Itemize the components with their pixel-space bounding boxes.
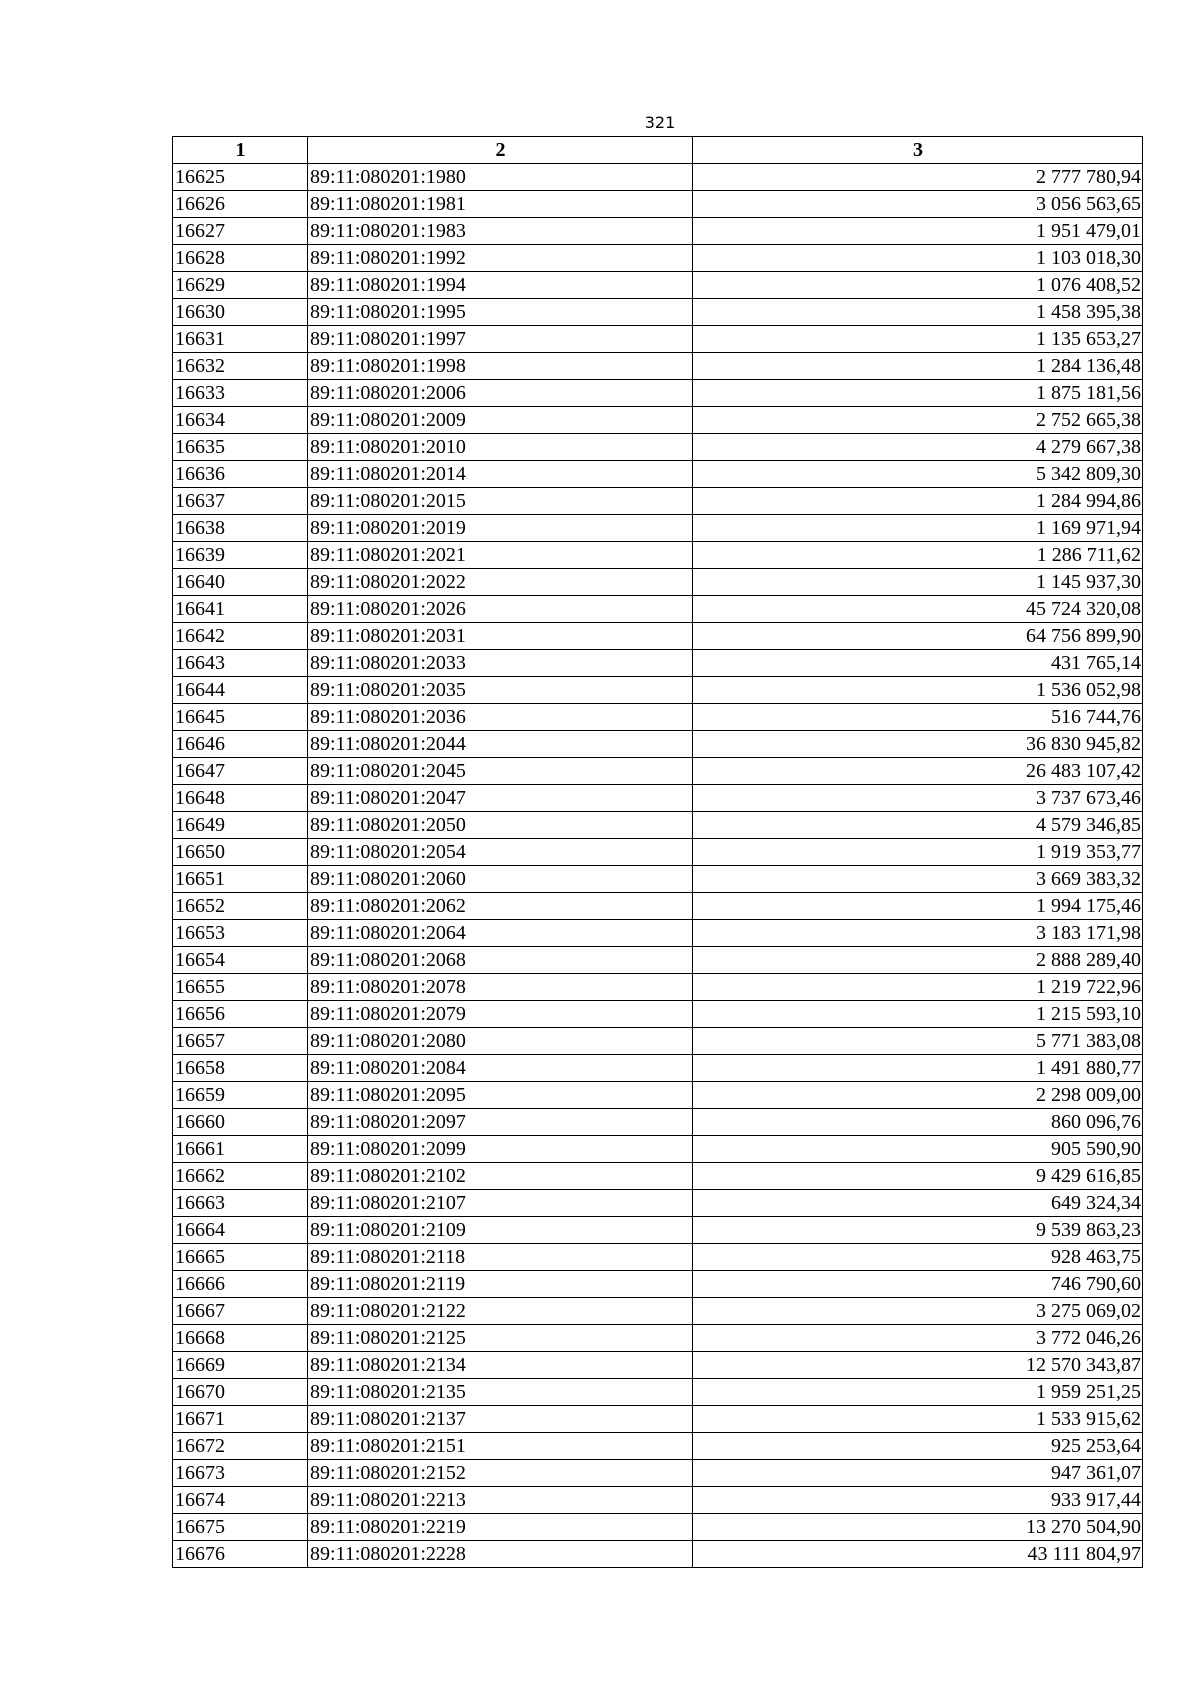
cadastral-value-cell: 3 056 563,65 [693,191,1143,218]
row-index-cell: 16654 [173,947,308,974]
row-index-cell: 16629 [173,272,308,299]
table-row [173,1406,1143,1433]
table-row [173,1190,1143,1217]
cadastral-value-cell: 1 284 136,48 [693,353,1143,380]
cadastral-value-cell: 905 590,90 [693,1136,1143,1163]
cadastral-value-cell: 1 959 251,25 [693,1379,1143,1406]
cadastral-number-cell: 89:11:080201:2119 [308,1271,693,1298]
table-row [173,407,1143,434]
cadastral-number-cell: 89:11:080201:2228 [308,1541,693,1568]
table-row [173,1298,1143,1325]
cadastral-number-cell: 89:11:080201:2014 [308,461,693,488]
row-index-cell: 16658 [173,1055,308,1082]
cadastral-value-cell: 2 298 009,00 [693,1082,1143,1109]
table-row [173,353,1143,380]
cadastral-value-cell: 45 724 320,08 [693,596,1143,623]
page-number: 321 [644,113,676,132]
row-index-cell: 16676 [173,1541,308,1568]
column-header-index: 1 [173,137,308,164]
cadastral-number-cell: 89:11:080201:2102 [308,1163,693,1190]
row-index-cell: 16663 [173,1190,308,1217]
row-index-cell: 16661 [173,1136,308,1163]
table-row [173,650,1143,677]
cadastral-value-cell: 3 669 383,32 [693,866,1143,893]
cadastral-value-cell: 9 539 863,23 [693,1217,1143,1244]
row-index-cell: 16634 [173,407,308,434]
table-row [173,1271,1143,1298]
row-index-cell: 16664 [173,1217,308,1244]
table-row [173,1514,1143,1541]
cadastral-value-cell: 1 219 722,96 [693,974,1143,1001]
cadastral-number-cell: 89:11:080201:2026 [308,596,693,623]
cadastral-value-cell: 1 076 408,52 [693,272,1143,299]
table-header-row [173,137,1143,164]
cadastral-number-cell: 89:11:080201:2134 [308,1352,693,1379]
row-index-cell: 16635 [173,434,308,461]
row-index-cell: 16636 [173,461,308,488]
table-row [173,731,1143,758]
cadastral-number-cell: 89:11:080201:2045 [308,758,693,785]
table-row [173,1244,1143,1271]
table-row [173,299,1143,326]
row-index-cell: 16662 [173,1163,308,1190]
table-row [173,326,1143,353]
cadastral-value-cell: 3 737 673,46 [693,785,1143,812]
cadastral-value-cell: 5 771 383,08 [693,1028,1143,1055]
table-row [173,623,1143,650]
cadastral-value-cell: 925 253,64 [693,1433,1143,1460]
row-index-cell: 16665 [173,1244,308,1271]
table-row [173,164,1143,191]
row-index-cell: 16650 [173,839,308,866]
cadastral-number-cell: 89:11:080201:2062 [308,893,693,920]
cadastral-value-cell: 1 875 181,56 [693,380,1143,407]
row-index-cell: 16639 [173,542,308,569]
row-index-cell: 16633 [173,380,308,407]
table-row [173,272,1143,299]
row-index-cell: 16672 [173,1433,308,1460]
row-index-cell: 16652 [173,893,308,920]
cadastral-number-cell: 89:11:080201:2078 [308,974,693,1001]
cadastral-value-cell: 2 888 289,40 [693,947,1143,974]
cadastral-value-cell: 1 169 971,94 [693,515,1143,542]
row-index-cell: 16632 [173,353,308,380]
cadastral-value-cell: 26 483 107,42 [693,758,1143,785]
cadastral-number-cell: 89:11:080201:2010 [308,434,693,461]
table-row [173,1055,1143,1082]
cadastral-value-cell: 1 215 593,10 [693,1001,1143,1028]
row-index-cell: 16656 [173,1001,308,1028]
row-index-cell: 16646 [173,731,308,758]
row-index-cell: 16653 [173,920,308,947]
table-row [173,947,1143,974]
cadastral-value-cell: 12 570 343,87 [693,1352,1143,1379]
cadastral-value-cell: 3 183 171,98 [693,920,1143,947]
cadastral-number-cell: 89:11:080201:2107 [308,1190,693,1217]
table-row [173,1163,1143,1190]
cadastral-number-cell: 89:11:080201:2036 [308,704,693,731]
cadastral-value-cell: 4 579 346,85 [693,812,1143,839]
table-row [173,488,1143,515]
cadastral-number-cell: 89:11:080201:2125 [308,1325,693,1352]
row-index-cell: 16642 [173,623,308,650]
cadastral-number-cell: 89:11:080201:2064 [308,920,693,947]
cadastral-value-cell: 860 096,76 [693,1109,1143,1136]
cadastral-number-cell: 89:11:080201:2044 [308,731,693,758]
table-row [173,1217,1143,1244]
cadastral-value-cell: 1 284 994,86 [693,488,1143,515]
cadastral-value-cell: 928 463,75 [693,1244,1143,1271]
cadastral-value-cell: 2 777 780,94 [693,164,1143,191]
table-row [173,1379,1143,1406]
cadastral-number-cell: 89:11:080201:2079 [308,1001,693,1028]
row-index-cell: 16638 [173,515,308,542]
table-row [173,1460,1143,1487]
table-row [173,866,1143,893]
row-index-cell: 16666 [173,1271,308,1298]
cadastral-value-cell: 933 917,44 [693,1487,1143,1514]
table-row [173,1136,1143,1163]
table-row [173,1487,1143,1514]
cadastral-number-cell: 89:11:080201:2109 [308,1217,693,1244]
cadastral-number-cell: 89:11:080201:2122 [308,1298,693,1325]
cadastral-number-cell: 89:11:080201:2213 [308,1487,693,1514]
cadastral-number-cell: 89:11:080201:2068 [308,947,693,974]
table-row [173,1028,1143,1055]
cadastral-number-cell: 89:11:080201:2054 [308,839,693,866]
table-row [173,461,1143,488]
row-index-cell: 16637 [173,488,308,515]
cadastral-value-cell: 64 756 899,90 [693,623,1143,650]
cadastral-number-cell: 89:11:080201:1983 [308,218,693,245]
row-index-cell: 16655 [173,974,308,1001]
table-row [173,1325,1143,1352]
cadastral-number-cell: 89:11:080201:2118 [308,1244,693,1271]
table-row [173,893,1143,920]
cadastral-number-cell: 89:11:080201:1981 [308,191,693,218]
row-index-cell: 16660 [173,1109,308,1136]
row-index-cell: 16657 [173,1028,308,1055]
row-index-cell: 16640 [173,569,308,596]
cadastral-value-cell: 5 342 809,30 [693,461,1143,488]
table-row [173,1109,1143,1136]
table-row [173,515,1143,542]
row-index-cell: 16643 [173,650,308,677]
cadastral-number-cell: 89:11:080201:1998 [308,353,693,380]
table-row [173,542,1143,569]
row-index-cell: 16649 [173,812,308,839]
row-index-cell: 16625 [173,164,308,191]
cadastral-value-table [172,136,1143,1568]
table-row [173,758,1143,785]
row-index-cell: 16645 [173,704,308,731]
cadastral-number-cell: 89:11:080201:2035 [308,677,693,704]
table-row [173,974,1143,1001]
cadastral-value-cell: 431 765,14 [693,650,1143,677]
cadastral-value-cell: 947 361,07 [693,1460,1143,1487]
row-index-cell: 16647 [173,758,308,785]
row-index-cell: 16641 [173,596,308,623]
cadastral-number-cell: 89:11:080201:2219 [308,1514,693,1541]
table-row [173,380,1143,407]
row-index-cell: 16668 [173,1325,308,1352]
row-index-cell: 16675 [173,1514,308,1541]
cadastral-number-cell: 89:11:080201:2047 [308,785,693,812]
cadastral-value-cell: 9 429 616,85 [693,1163,1143,1190]
table-row [173,218,1143,245]
row-index-cell: 16630 [173,299,308,326]
cadastral-value-cell: 1 536 052,98 [693,677,1143,704]
cadastral-value-cell: 1 951 479,01 [693,218,1143,245]
column-header-cadastral-value: 3 [693,137,1143,164]
table-row [173,1001,1143,1028]
cadastral-number-cell: 89:11:080201:2031 [308,623,693,650]
row-index-cell: 16674 [173,1487,308,1514]
table-row [173,434,1143,461]
cadastral-number-cell: 89:11:080201:2099 [308,1136,693,1163]
cadastral-number-cell: 89:11:080201:2137 [308,1406,693,1433]
cadastral-value-cell: 746 790,60 [693,1271,1143,1298]
row-index-cell: 16627 [173,218,308,245]
cadastral-number-cell: 89:11:080201:2151 [308,1433,693,1460]
cadastral-value-cell: 1 994 175,46 [693,893,1143,920]
cadastral-number-cell: 89:11:080201:2006 [308,380,693,407]
cadastral-number-cell: 89:11:080201:2022 [308,569,693,596]
table-row [173,245,1143,272]
table-row [173,596,1143,623]
cadastral-value-cell: 1 103 018,30 [693,245,1143,272]
row-index-cell: 16667 [173,1298,308,1325]
cadastral-number-cell: 89:11:080201:2097 [308,1109,693,1136]
table-body [173,164,1143,1568]
cadastral-value-cell: 649 324,34 [693,1190,1143,1217]
cadastral-number-cell: 89:11:080201:2021 [308,542,693,569]
table-row [173,1352,1143,1379]
table-row [173,569,1143,596]
table-row [173,812,1143,839]
row-index-cell: 16628 [173,245,308,272]
table-row [173,839,1143,866]
cadastral-value-cell: 4 279 667,38 [693,434,1143,461]
cadastral-number-cell: 89:11:080201:1980 [308,164,693,191]
cadastral-value-cell: 43 111 804,97 [693,1541,1143,1568]
row-index-cell: 16669 [173,1352,308,1379]
cadastral-number-cell: 89:11:080201:1992 [308,245,693,272]
cadastral-number-cell: 89:11:080201:2033 [308,650,693,677]
cadastral-number-cell: 89:11:080201:1995 [308,299,693,326]
cadastral-number-cell: 89:11:080201:1994 [308,272,693,299]
row-index-cell: 16644 [173,677,308,704]
row-index-cell: 16659 [173,1082,308,1109]
table-row [173,920,1143,947]
cadastral-number-cell: 89:11:080201:2009 [308,407,693,434]
cadastral-value-cell: 13 270 504,90 [693,1514,1143,1541]
cadastral-number-cell: 89:11:080201:2060 [308,866,693,893]
row-index-cell: 16673 [173,1460,308,1487]
table-row [173,1433,1143,1460]
table-row [173,704,1143,731]
cadastral-value-cell: 2 752 665,38 [693,407,1143,434]
cadastral-number-cell: 89:11:080201:2135 [308,1379,693,1406]
cadastral-number-cell: 89:11:080201:2152 [308,1460,693,1487]
cadastral-number-cell: 89:11:080201:2019 [308,515,693,542]
cadastral-value-cell: 1 491 880,77 [693,1055,1143,1082]
cadastral-number-cell: 89:11:080201:2084 [308,1055,693,1082]
table-row [173,677,1143,704]
row-index-cell: 16626 [173,191,308,218]
cadastral-number-cell: 89:11:080201:1997 [308,326,693,353]
cadastral-value-cell: 1 458 395,38 [693,299,1143,326]
column-header-cadastral-number: 2 [308,137,693,164]
cadastral-value-cell: 1 145 937,30 [693,569,1143,596]
row-index-cell: 16651 [173,866,308,893]
cadastral-number-cell: 89:11:080201:2095 [308,1082,693,1109]
cadastral-value-cell: 1 919 353,77 [693,839,1143,866]
table-row [173,1082,1143,1109]
cadastral-number-cell: 89:11:080201:2015 [308,488,693,515]
row-index-cell: 16670 [173,1379,308,1406]
cadastral-value-cell: 36 830 945,82 [693,731,1143,758]
cadastral-value-cell: 1 533 915,62 [693,1406,1143,1433]
table-row [173,191,1143,218]
table-row [173,1541,1143,1568]
row-index-cell: 16631 [173,326,308,353]
cadastral-value-cell: 516 744,76 [693,704,1143,731]
cadastral-value-cell: 3 772 046,26 [693,1325,1143,1352]
cadastral-value-cell: 1 135 653,27 [693,326,1143,353]
row-index-cell: 16671 [173,1406,308,1433]
cadastral-number-cell: 89:11:080201:2050 [308,812,693,839]
table-row [173,785,1143,812]
cadastral-value-cell: 1 286 711,62 [693,542,1143,569]
row-index-cell: 16648 [173,785,308,812]
cadastral-value-cell: 3 275 069,02 [693,1298,1143,1325]
cadastral-number-cell: 89:11:080201:2080 [308,1028,693,1055]
